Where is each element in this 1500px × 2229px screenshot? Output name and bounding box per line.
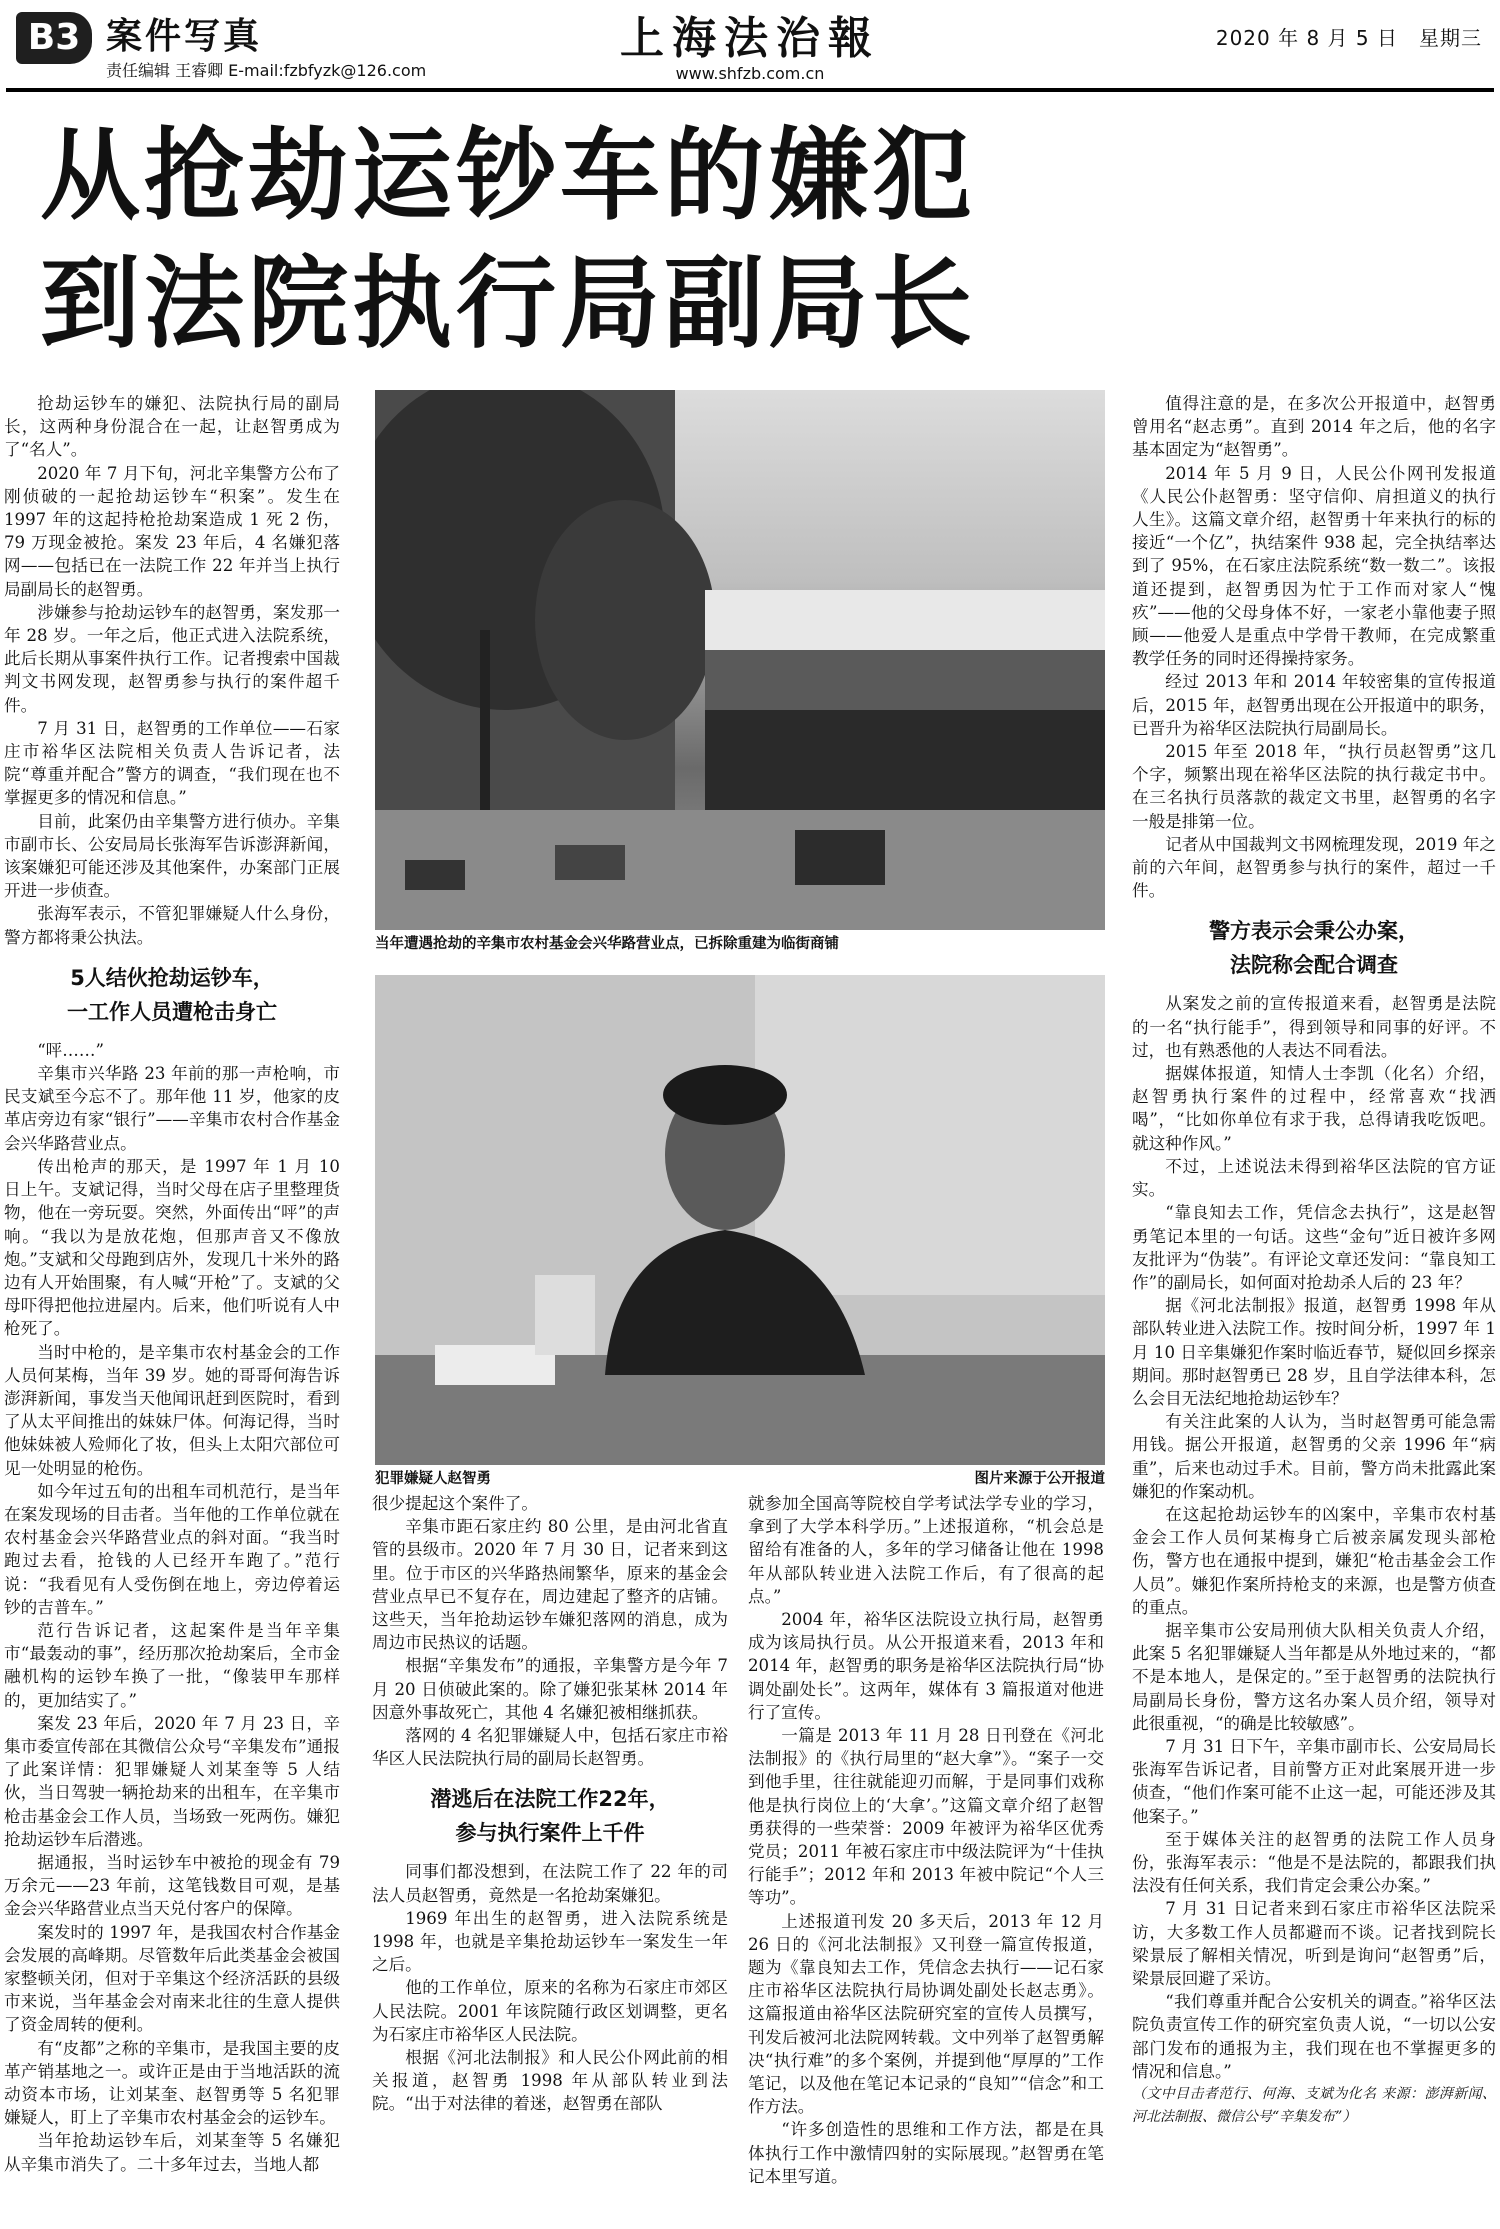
article-source-note: （文中目击者范行、何海、支斌为化名 来源：澎湃新闻、河北法制报、微信公号“辛集发布”） (1132, 2086, 1496, 2126)
paragraph: “我们尊重并配合公安机关的调查。”裕华区法院负责宣传工作的研究室负责人说，“一切以公安部门发布的通报为主，我们现在也不掌握更多的情况和信息。” (1132, 1992, 1496, 2081)
article-headline (40, 112, 1090, 368)
suspect-portrait-illustration (375, 975, 1105, 1465)
article-column-4 (1132, 392, 1496, 2224)
paragraph: 据《河北法制报》报道，赵智勇 1998 年从部队转业进入法院工作。按时间分析，1997 年 1 月 10 日辛集嫌犯作案时临近春节，疑似回乡探亲期间。那时赵智勇已 28 岁，且自学法律本科，怎么会目无法纪地抢劫运钞车？ (1132, 1296, 1496, 1408)
photo-caption-bottom-left: 犯罪嫌疑人赵智勇 (375, 1471, 491, 1487)
paragraph: 有“皮都”之称的辛集市，是我国主要的皮革产销基地之一。或许正是由于当地活跃的流动资本市场，让刘某奎、赵智勇等 5 名犯罪嫌疑人，盯上了辛集市农村基金会的运钞车。 (4, 2038, 340, 2128)
paragraph: 他的工作单位，原来的名称为石家庄市郊区人民法院。2001 年该院随行政区划调整，更名为石家庄市裕华区人民法院。 (372, 1978, 728, 2044)
paragraph: 案发时的 1997 年，是我国农村合作基金会发展的高峰期。尽管数年后此类基金会被国家整顿关闭，但对于辛集这个经济活跃的县级市来说，当年基金会对南来北往的生意人提供了资金周转的便利。 (4, 1922, 340, 2035)
subheading-line: 一工作人员遭枪击身亡 (67, 999, 277, 1024)
subheading-line: 参与执行案件上千件 (455, 1821, 645, 1846)
article-column-2 (372, 1492, 728, 2224)
paragraph: 从案发之前的宣传报道来看，赵智勇是法院的一名“执行能手”，得到领导和同事的好评。不过，也有熟悉他的人表达不同看法。 (1132, 994, 1496, 1060)
photo-credit: 图片来源于公开报道 (974, 1471, 1105, 1487)
paragraph: 一篇是 2013 年 11 月 28 日刊登在《河北法制报》的《执行局里的“赵大拿”》。“案子一交到他手里，往往就能迎刃而解，于是同事们戏称他是执行岗位上的‘大拿’。”这篇文章介绍了赵智勇获得的一些荣誉：2009 年被评为裕华区优秀党员；2011 年被石家庄市中级法院评为“十佳执行能手”；2012 年和 2013 年被中院记“个人三等功”。 (748, 1726, 1104, 1908)
subheading-3 (1132, 914, 1496, 982)
paragraph: 据通报，当时运钞车中被抢的现金有 79 万余元——23 年前，这笔钱数目可观，是基金会兴华路营业点当天兑付客户的保障。 (4, 1852, 340, 1919)
paragraph: 在这起抢劫运钞车的凶案中，辛集市农村基金会工作人员何某梅身亡后被亲属发现头部枪伤，警方也在通报中提到，嫌犯“枪击基金会工作人员”。嫌犯作案所持枪支的来源，也是警方侦查的重点。 (1132, 1504, 1496, 1617)
paragraph: “呯……” (37, 1040, 104, 1060)
paragraph: 7 月 31 日，赵智勇的工作单位——石家庄市裕华区法院相关负责人告诉记者，法院“尊重并配合”警方的调查，“我们现在也不掌握更多的情况和信息。” (4, 718, 340, 808)
paragraph: 根据“辛集发布”的通报，辛集警方是今年 7 月 20 日侦破此案的。除了嫌犯张某林 2014 年因意外事故死亡，其他 4 名嫌犯被相继抓获。 (372, 1656, 728, 1722)
paragraph: 很少提起这个案件了。 (372, 1494, 538, 1513)
paragraph: 1969 年出生的赵智勇，进入法院系统是 1998 年，也就是辛集抢劫运钞车一案发生一年之后。 (372, 1908, 728, 1975)
paragraph: 当时中枪的，是辛集市农村基金会的工作人员何某梅，当年 39 岁。她的哥哥何海告诉澎湃新闻，事发当天他闻讯赶到医院时，看到了从太平间推出的妹妹尸体。何海记得，当时他妹妹被人殓师化了妆，但头上太阳穴部位可见一处明显的枪伤。 (4, 1342, 340, 1478)
paragraph: 抢劫运钞车的嫌犯、法院执行局的副局长，这两种身份混合在一起，让赵智勇成为了“名人”。 (4, 394, 340, 460)
subheading-line: 5人结伙抢劫运钞车， (70, 965, 274, 990)
paragraph: 传出枪声的那天，是 1997 年 1 月 10 日上午。支斌记得，当时父母在店子里整理货物，他在一旁玩耍。突然，外面传出“呯”的声响。“我以为是放花炮，但那声音又不像放炮。”支斌和父母跑到店外，发现几十米外的路边有人开始围聚，有人喊“开枪”了。支斌的父母吓得把他拉进屋内。后来，他们听说有人中枪死了。 (4, 1156, 340, 1339)
paragraph: 张海军表示，不管犯罪嫌疑人什么身份，警方都将秉公执法。 (4, 904, 340, 947)
paragraph: “靠良知去工作，凭信念去执行”，这是赵智勇笔记本里的一句话。这些“金句”近日被许多网友批评为“伪装”。有评论文章还发问：“靠良知工作”的副局长，如何面对抢劫杀人后的 23 年？ (1132, 1203, 1496, 1292)
subheading-line: 法院称会配合调查 (1230, 953, 1398, 978)
paragraph: 有关注此案的人认为，当时赵智勇可能急需用钱。据公开报道，赵智勇的父亲 1996 年“病重”，后来也动过手术。目前，警方尚未批露此案嫌犯的作案动机。 (1132, 1412, 1496, 1501)
header-rule (6, 88, 1494, 92)
article-column-3 (748, 1492, 1104, 2224)
issue-date: 2020 年 8 月 5 日 星期三 (1215, 26, 1482, 50)
paragraph: 经过 2013 年和 2014 年较密集的宣传报道后，2015 年，赵智勇出现在公开报道中的职务，已晋升为裕华区法院执行局副局长。 (1132, 672, 1496, 738)
paragraph: 2014 年 5 月 9 日，人民公仆网刊发报道《人民公仆赵智勇：坚守信仰、肩担道义的执行人生》。这篇文章介绍，赵智勇十年来执行的标的接近“一个亿”，执结案件 938 起，完全执结率达到了 95%，在石家庄法院系统“数一数二”。该报道还提到，赵智勇因为忙于工作而对家人“愧疚”——他的父母身体不好，一家老小靠他妻子照顾——他爱人是重点中学骨干教师，在完成繁重教学任务的同时还得操持家务。 (1132, 463, 1496, 669)
paragraph: 至于媒体关注的赵智勇的法院工作人员身份，张海军表示：“他是不是法院的，都跟我们执法没有任何关系，我们肯定会秉公办案。” (1132, 1829, 1496, 1896)
paragraph: 值得注意的是，在多次公开报道中，赵智勇曾用名“赵志勇”。直到 2014 年之后，他的名字基本固定为“赵智勇”。 (1132, 394, 1496, 460)
paragraph: 2020 年 7 月下旬，河北辛集警方公布了刚侦破的一起抢劫运钞车“积案”。发生在 1997 年的这起持枪抢劫案造成 1 死 2 伤，79 万现金被抢。案发 23 年后，4 名嫌犯落网——包括已在一法院工作 22 年并当上执行局副局长的赵智勇。 (4, 463, 340, 599)
paragraph: 辛集市距石家庄约 80 公里，是由河北省直管的县级市。2020 年 7 月 30 日，记者来到这里。位于市区的兴华路热闹繁华，原来的基金会营业点早已不复存在，周边建起了整齐的店铺。这些天，当年抢劫运钞车嫌犯落网的消息，成为周边市民热议的话题。 (372, 1517, 728, 1653)
paragraph: 不过，上述说法未得到裕华区法院的官方证实。 (1132, 1156, 1496, 1200)
paragraph: “许多创造性的思维和工作方法，都是在具体执行工作中激情四射的实际展现。”赵智勇在笔记本里写道。 (748, 2120, 1104, 2186)
paragraph: 7 月 31 日下午，辛集市副市长、公安局局长张海军告诉记者，目前警方正对此案展开进一步侦查，“他们作案可能不止这一起，可能还涉及其他案子。” (1132, 1736, 1496, 1826)
paragraph: 2004 年，裕华区法院设立执行局，赵智勇成为该局执行员。从公开报道来看，2013 年和 2014 年，赵智勇的职务是裕华区法院执行局“协调处副处长”。这两年，媒体有 3 篇报道对他进行了宣传。 (748, 1610, 1104, 1722)
paragraph: 根据《河北法制报》和人民公仆网此前的相关报道，赵智勇 1998 年从部队转业到法院。“出于对法律的着迷，赵智勇在部队 (372, 2048, 728, 2114)
headline-line-2: 到法院执行局副局长 (40, 245, 976, 362)
editor-credit: 责任编辑 王睿卿 E-mail:fzbfyzk@126.com (106, 61, 427, 80)
street-photo (375, 390, 1105, 930)
paragraph: 2015 年至 2018 年，“执行员赵智勇”这几个字，频繁出现在裕华区法院的执行裁定书中。在三名执行员落款的裁定文书里，赵智勇的名字一般是排第一位。 (1132, 742, 1496, 831)
paragraph: 落网的 4 名犯罪嫌疑人中，包括石家庄市裕华区人民法院执行局的副局长赵智勇。 (372, 1726, 728, 1769)
newspaper-masthead: 上海法治報 (620, 13, 880, 64)
paragraph: 案发 23 年后，2020 年 7 月 23 日，辛集市委宣传部在其微信公众号“辛集发布”通报了此案详情：犯罪嫌疑人刘某奎等 5 人结伙，当日驾驶一辆抢劫来的出租车，在辛集市枪击基金会工作人员，当场致一死两伤。嫌犯抢劫运钞车后潜逃。 (4, 1713, 340, 1849)
paragraph: 7 月 31 日记者来到石家庄市裕华区法院采访，大多数工作人员都避而不谈。记者找到院长梁景辰了解相关情况，听到是询问“赵智勇”后，梁景辰回避了采访。 (1132, 1899, 1496, 1988)
subheading-2 (372, 1782, 728, 1850)
suspect-photo (375, 975, 1105, 1465)
paragraph: 辛集市兴华路 23 年前的那一声枪响，市民支斌至今忘不了。那年他 11 岁，他家的皮革店旁边有家“银行”——辛集市农村合作基金会兴华路营业点。 (4, 1064, 340, 1153)
page-number-badge: B3 (16, 12, 92, 64)
paragraph: 范行告诉记者，这起案件是当年辛集市“最轰动的事”，经历那次抢劫案后，全市金融机构的运钞车换了一批，“像装甲车那样的，更加结实了。” (4, 1620, 340, 1710)
paragraph: 目前，此案仍由辛集警方进行侦办。辛集市副市长、公安局局长张海军告诉澎湃新闻，该案嫌犯可能还涉及其他案件，办案部门正展开进一步侦查。 (4, 811, 340, 901)
paragraph: 据媒体报道，知情人士李凯（化名）介绍，赵智勇执行案件的过程中，经常喜欢“找洒喝”，“比如你单位有求于我，总得请我吃饭吧。就这种作风。” (1132, 1064, 1496, 1153)
subheading-line: 潜逃后在法院工作22年， (430, 1787, 670, 1812)
paragraph: 记者从中国裁判文书网梳理发现，2019 年之前的六年间，赵智勇参与执行的案件，超过一千件。 (1132, 834, 1496, 901)
paragraph: 当年抢劫运钞车后，刘某奎等 5 名嫌犯从辛集市消失了。二十多年过去，当地人都 (4, 2131, 340, 2174)
paragraph: 上述报道刊发 20 多天后，2013 年 12 月 26 日的《河北法制报》又刊登一篇宣传报道，题为《靠良知去工作，凭信念去执行——记石家庄市裕华区法院执行局协调处副处长赵志勇》。这篇报道由裕华区法院研究室的宣传人员撰写，刊发后被河北法院网转载。文中列举了赵智勇解决“执行难”的多个案例，并提到他“厚厚的”工作笔记，以及他在笔记本记录的“良知”“信念”和工作方法。 (748, 1911, 1104, 2117)
street-scene-illustration (375, 390, 1105, 930)
headline-line-1: 从抢劫运钞车的嫌犯 (40, 117, 976, 234)
page-header (0, 0, 1500, 92)
subheading-1 (4, 961, 340, 1029)
paragraph: 就参加全国高等院校自学考试法学专业的学习，拿到了大学本科学历。”上述报道称，“机会总是留给有准备的人，多年的学习储备让他在 1998 年从部队转业进入法院工作后，有了很高的起点。” (748, 1494, 1104, 1606)
section-title: 案件写真 (106, 16, 263, 57)
photo-caption-top: 当年遭遇抢劫的辛集市农村基金会兴华路营业点，已拆除重建为临街商铺 (375, 936, 839, 952)
paragraph: 同事们都没想到，在法院工作了 22 年的司法人员赵智勇，竟然是一名抢劫案嫌犯。 (372, 1862, 728, 1905)
article-column-1 (4, 392, 340, 2224)
newspaper-url: www.shfzb.com.cn (675, 64, 825, 83)
subheading-line: 警方表示会秉公办案， (1209, 919, 1419, 944)
paragraph: 据辛集市公安局刑侦大队相关负责人介绍，此案 5 名犯罪嫌疑人当年都是从外地过来的，“都不是本地人，是保定的。”至于赵智勇的法院执行局副局长身份，警方这名办案人员介绍，领导对此很重视，“的确是比较敏感”。 (1132, 1620, 1496, 1733)
paragraph: 涉嫌参与抢劫运钞车的赵智勇，案发那一年 28 岁。一年之后，他正式进入法院系统，此后长期从事案件执行工作。记者搜索中国裁判文书网发现，赵智勇参与执行的案件超千件。 (4, 602, 340, 715)
paragraph: 如今年过五旬的出租车司机范行，是当年在案发现场的目击者。当年他的工作单位就在农村基金会兴华路营业点的斜对面。“我当时跑过去看，抢钱的人已经开车跑了。”范行说：“我看见有人受伤倒在地上，旁边停着运钞的吉普车。” (4, 1481, 340, 1617)
